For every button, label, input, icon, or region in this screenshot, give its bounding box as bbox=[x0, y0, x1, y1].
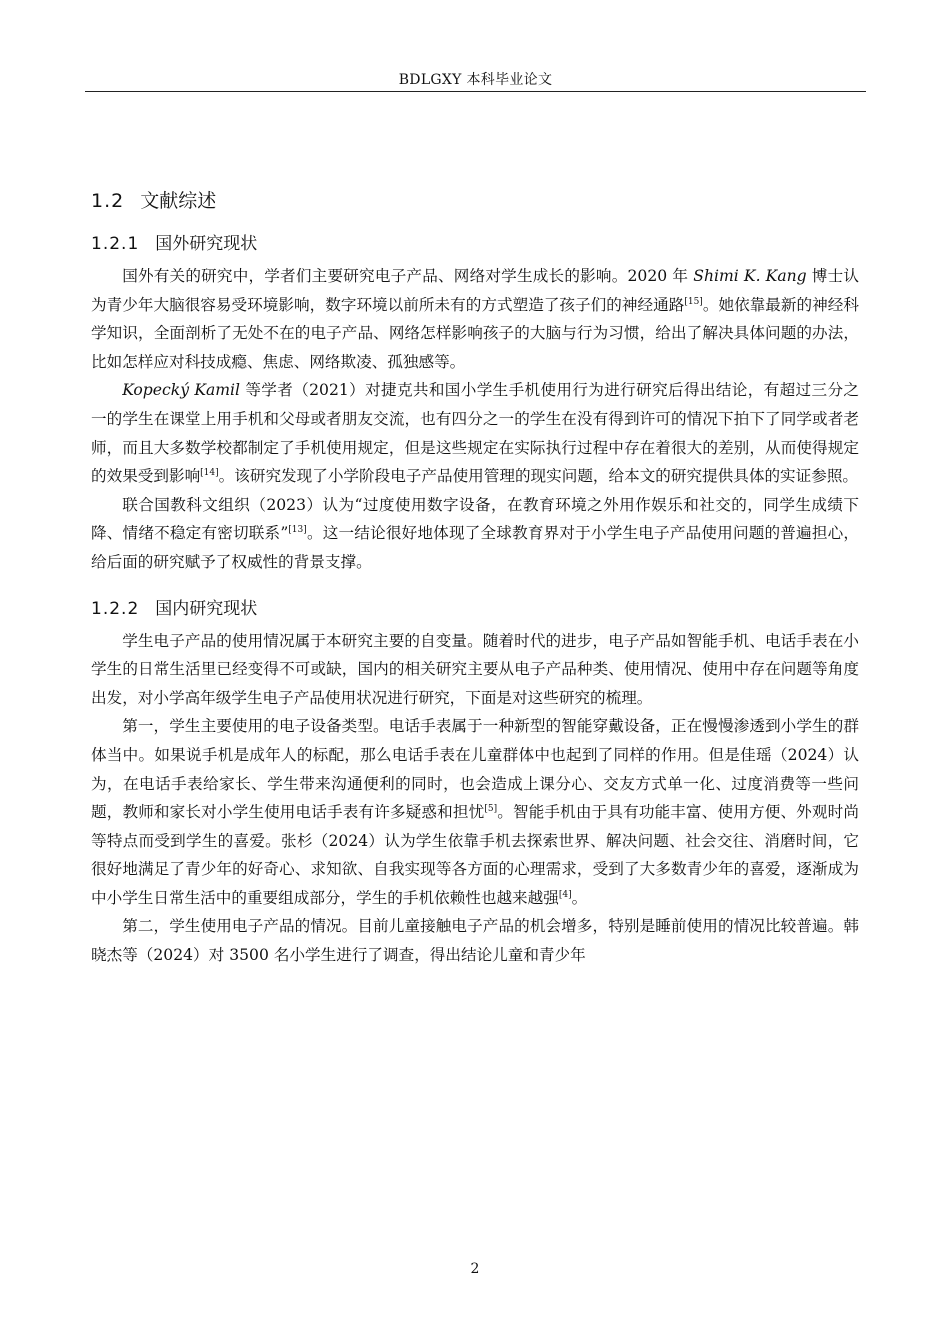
citation-ref: [15] bbox=[684, 296, 703, 307]
paragraph-text: 。这一结论很好地体现了全球教育界对于小学生电子产品使用问题的普遍担心，给后面的研究赋予了权威性的背景支撑。 bbox=[91, 524, 859, 571]
subsection-title: 国外研究现状 bbox=[155, 234, 258, 254]
paragraph-text: 博士认为青少年大脑很容易受环境影响，数字环境以前所未有的方式塑造了孩子们的神经通路 bbox=[91, 267, 859, 314]
author-name: Kopecký Kamil bbox=[122, 381, 241, 400]
header-divider-line bbox=[85, 91, 866, 92]
author-name: Shimi K. Kang bbox=[693, 267, 807, 285]
paragraph-text: 。智能手机由于具有功能丰富、使用方便、外观时尚等特点而受到学生的喜爱。张杉（2024）认为学生依靠手机去探索世界、解决问题、社会交往、消磨时间，它很好地满足了青少年的好奇心、求知欲、自我实现等各方面的心理需求，受到了大多数青少年的喜爱，逐渐成为中小学生日常生活中的重要组成部分，学生的手机依赖性也越来越强 bbox=[91, 803, 859, 907]
paragraph bbox=[91, 712, 859, 912]
paragraph-text: 第二，学生使用电子产品的情况。目前儿童接触电子产品的机会增多，特别是睡前使用的情况比较普遍。韩晓杰等（2024）对 3500 名小学生进行了调查，得出结论儿童和青少年 bbox=[91, 917, 859, 965]
section-heading bbox=[91, 186, 859, 216]
citation-ref: [13] bbox=[288, 525, 307, 536]
paragraph-text: 第一，学生主要使用的电子设备类型。电话手表属于一种新型的智能穿戴设备，正在慢慢渗透到小学生的群体当中。如果说手机是成年人的标配，那么电话手表在儿童群体中也起到了同样的作用。但是佳瑶（2024）认为，在电话手表给家长、学生带来沟通便利的同时，也会造成上课分心、交友方式单一化、过度消费等一些问题，教师和家长对小学生使用电话手表有许多疑惑和担忧 bbox=[91, 717, 859, 822]
section-title: 文献综述 bbox=[140, 190, 217, 212]
paragraph-text: 国外有关的研究中，学者们主要研究电子产品、网络对学生成长的影响。2020 年 bbox=[122, 267, 694, 285]
main-content bbox=[91, 186, 859, 970]
citation-ref: [5] bbox=[484, 804, 498, 815]
paragraph bbox=[91, 491, 859, 577]
subsection-number: 1.2.1 bbox=[91, 234, 140, 254]
paragraph-text: 。她依靠最新的神经科学知识，全面剖析了无处不在的电子产品、网络怎样影响孩子的大脑与行为习惯，给出了解决具体问题的办法，比如怎样应对科技成瘾、焦虑、网络欺凌、孤独感等。 bbox=[91, 295, 859, 371]
paragraph-text: 联合国教科文组织（2023）认为“过度使用数字设备，在教育环境之外用作娱乐和社交的，同学生成绩下降、情绪不稳定有密切联系” bbox=[91, 495, 859, 543]
subsection-heading-foreign bbox=[91, 230, 859, 258]
running-header-title: BDLGXY 本科毕业论文 bbox=[398, 72, 553, 88]
subsection-title: 国内研究现状 bbox=[155, 598, 258, 619]
page-number: 2 bbox=[470, 1261, 480, 1277]
paragraph bbox=[91, 376, 859, 490]
paragraph bbox=[91, 627, 859, 713]
paragraph-text: 。该研究发现了小学阶段电子产品使用管理的现实问题，给本文的研究提供具体的实证参照。 bbox=[218, 467, 859, 486]
paragraph-text: 学生电子产品的使用情况属于本研究主要的自变量。随着时代的进步，电子产品如智能手机、电话手表在小学生的日常生活里已经变得不可或缺，国内的相关研究主要从电子产品种类、使用情况、使用中存在问题等角度出发，对小学高年级学生电子产品使用状况进行研究，下面是对这些研究的梳理。 bbox=[91, 631, 859, 707]
section-number: 1.2 bbox=[91, 190, 125, 212]
paragraph bbox=[91, 912, 859, 969]
paragraph bbox=[91, 262, 859, 376]
paragraph-text: 。 bbox=[571, 888, 588, 907]
paragraph-text: 等学者（2021）对捷克共和国小学生手机使用行为进行研究后得出结论，有超过三分之一的学生在课堂上用手机和父母或者朋友交流，也有四分之一的学生在没有得到许可的情况下拍下了同学或者老师，而且大多数学校都制定了手机使用规定，但是这些规定在实际执行过程中存在着很大的差别，从而使得规定的效果受到影响 bbox=[91, 381, 859, 486]
subsection-heading-domestic bbox=[91, 595, 859, 623]
subsection-number: 1.2.2 bbox=[91, 598, 140, 619]
citation-ref: [14] bbox=[200, 468, 219, 479]
citation-ref: [4] bbox=[558, 889, 572, 900]
